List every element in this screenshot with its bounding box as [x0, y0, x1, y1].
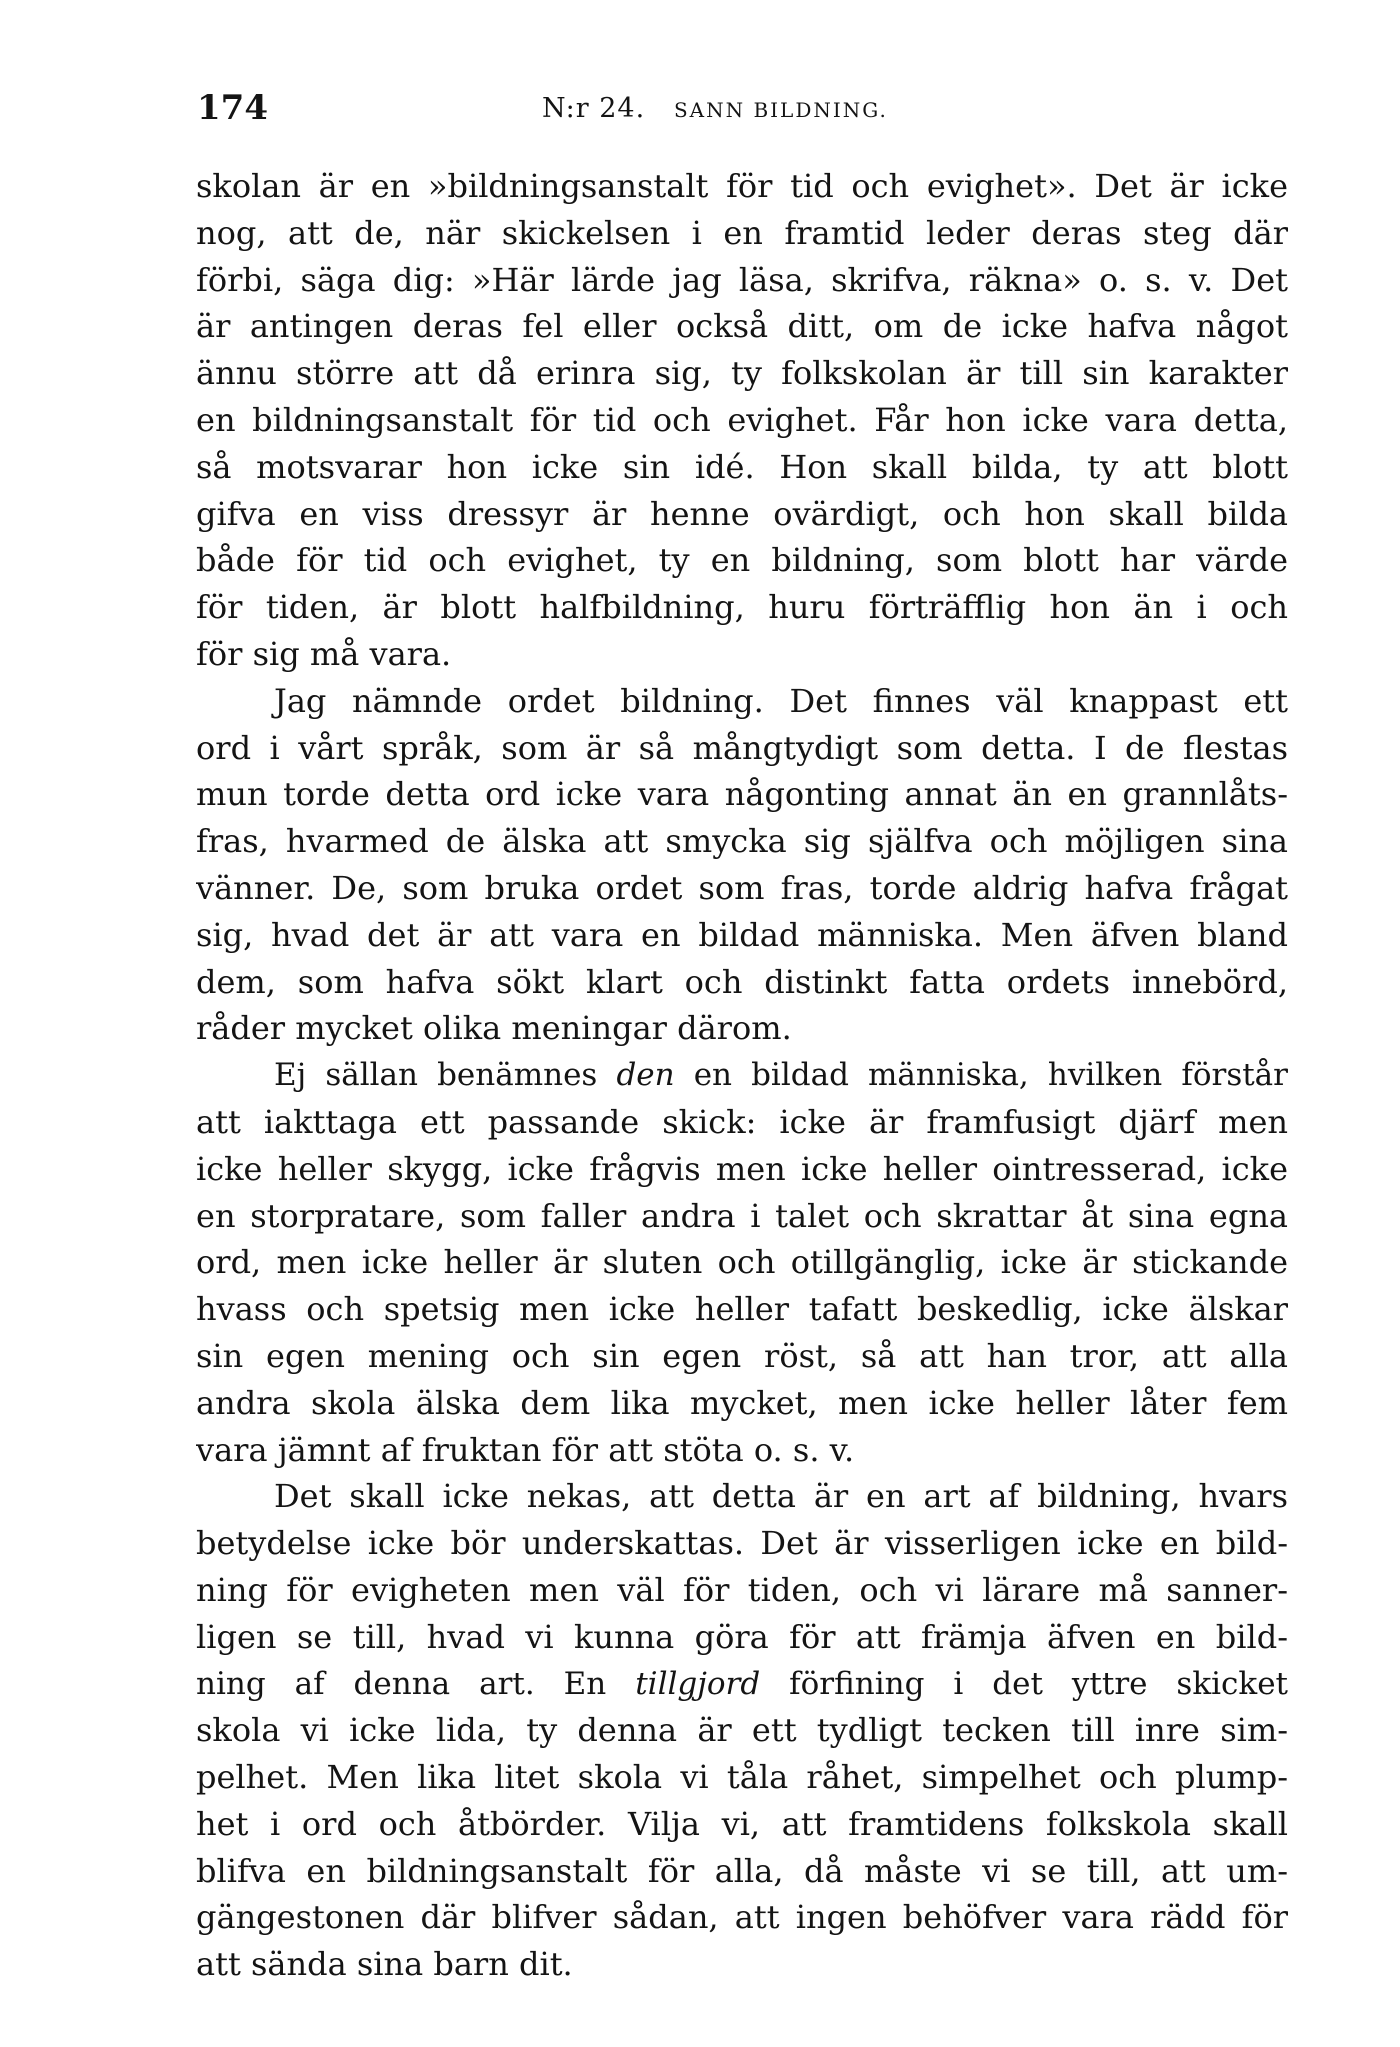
text-line: ning för evigheten men väl för tiden, och vi lärare må sanner- — [196, 1570, 1288, 1609]
text-line — [196, 1661, 1288, 1708]
paragraph-first-line — [196, 1052, 1288, 1099]
text-line: för tiden, är blott halfbildning, huru förträfflig hon än i och — [196, 588, 1288, 627]
text-line: gifva en viss dressyr är henne ovärdigt, och hon skall bilda — [196, 494, 1288, 533]
text-line: hvass och spetsig men icke heller tafatt beskedlig, icke älskar — [196, 1290, 1288, 1329]
issue-number: N:r 24. — [542, 93, 646, 124]
text-line: betydelse icke bör underskattas. Det är visserligen icke en bild- — [196, 1524, 1288, 1563]
text-line: sig, hvad det är att vara en bildad människa. Men äfven bland — [196, 915, 1288, 954]
text-line: andra skola älska dem lika mycket, men icke heller låter fem — [196, 1383, 1288, 1422]
text-line: så motsvarar hon icke sin idé. Hon skall bilda, ty att blott — [196, 447, 1288, 486]
text-line: het i ord och åtbörder. Vilja vi, att framtidens folkskola skall — [196, 1804, 1288, 1843]
text-segment: förfining i det yttre skicket — [789, 1665, 1288, 1702]
paragraph-first-line: Jag nämnde ordet bildning. Det finnes väl knappast ett — [274, 681, 1288, 720]
section-title: SANN BILDNING. — [673, 98, 888, 122]
text-line: fras, hvarmed de älska att smycka sig själfva och möjligen sina — [196, 822, 1288, 861]
text-line: ännu större att då erinra sig, ty folkskolan är till sin karakter — [196, 354, 1288, 393]
italic-word: den — [616, 1057, 675, 1094]
text-line: ord i vårt språk, som är så mångtydigt som detta. I de flestas — [196, 728, 1288, 767]
text-line: mun torde detta ord icke vara någonting annat än en grannlåts- — [196, 775, 1288, 814]
italic-word: tillgjord — [635, 1665, 761, 1702]
body-text — [196, 163, 1288, 1988]
text-line: skola vi icke lida, ty denna är ett tydligt tecken till inre sim- — [196, 1711, 1288, 1750]
text-line: skolan är en »bildningsanstalt för tid och evighet». Det är icke — [196, 167, 1288, 205]
text-line: nog, att de, när skickelsen i en framtid leder deras steg där — [196, 213, 1288, 252]
text-line: att sända sina barn dit. — [196, 1945, 573, 1984]
running-title — [542, 91, 888, 128]
text-line: att iakttaga ett passande skick: icke är framfusigt djärf men — [196, 1102, 1288, 1141]
paragraph-first-line: Det skall icke nekas, att detta är en art af bildning, hvars — [274, 1477, 1288, 1516]
text-line: gängestonen där blifver sådan, att ingen behöfver vara rädd för — [196, 1898, 1288, 1937]
text-line: är antingen deras fel eller också ditt, om de icke hafva något — [196, 307, 1288, 346]
text-line: förbi, säga dig: »Här lärde jag läsa, skrifva, räkna» o. s. v. Det — [196, 260, 1288, 299]
text-line: pelhet. Men lika litet skola vi tåla råhet, simpelhet och plump- — [196, 1758, 1288, 1797]
text-line: för sig må vara. — [196, 634, 452, 673]
text-segment: ning af denna art. En — [196, 1665, 607, 1702]
page-number: 174 — [197, 88, 268, 128]
text-line: en storpratare, som faller andra i talet och skrattar åt sina egna — [196, 1196, 1288, 1235]
text-segment: en bildad människa, hvilken förstår — [693, 1057, 1288, 1094]
text-line: blifva en bildningsanstalt för alla, då måste vi se till, att um- — [196, 1851, 1288, 1890]
text-line: ord, men icke heller är sluten och otillgänglig, icke är stickande — [196, 1243, 1288, 1282]
text-line: både för tid och evighet, ty en bildning, som blott har värde — [196, 541, 1288, 580]
running-head — [197, 88, 1297, 138]
text-line: en bildningsanstalt för tid och evighet. Får hon icke vara detta, — [196, 400, 1288, 439]
text-line: dem, som hafva sökt klart och distinkt fatta ordets innebörd, — [196, 962, 1288, 1001]
text-line: ligen se till, hvad vi kunna göra för att främja äfven en bild- — [196, 1617, 1288, 1656]
text-line: råder mycket olika meningar därom. — [196, 1009, 792, 1048]
text-segment: Ej sällan benämnes — [274, 1057, 598, 1094]
text-line: icke heller skygg, icke frågvis men icke heller ointresserad, icke — [196, 1149, 1288, 1188]
text-line: vänner. De, som bruka ordet som fras, torde aldrig hafva frågat — [196, 868, 1288, 907]
text-line: vara jämnt af fruktan för att stöta o. s. v. — [196, 1430, 855, 1469]
text-line: sin egen mening och sin egen röst, så att han tror, att alla — [196, 1336, 1288, 1375]
